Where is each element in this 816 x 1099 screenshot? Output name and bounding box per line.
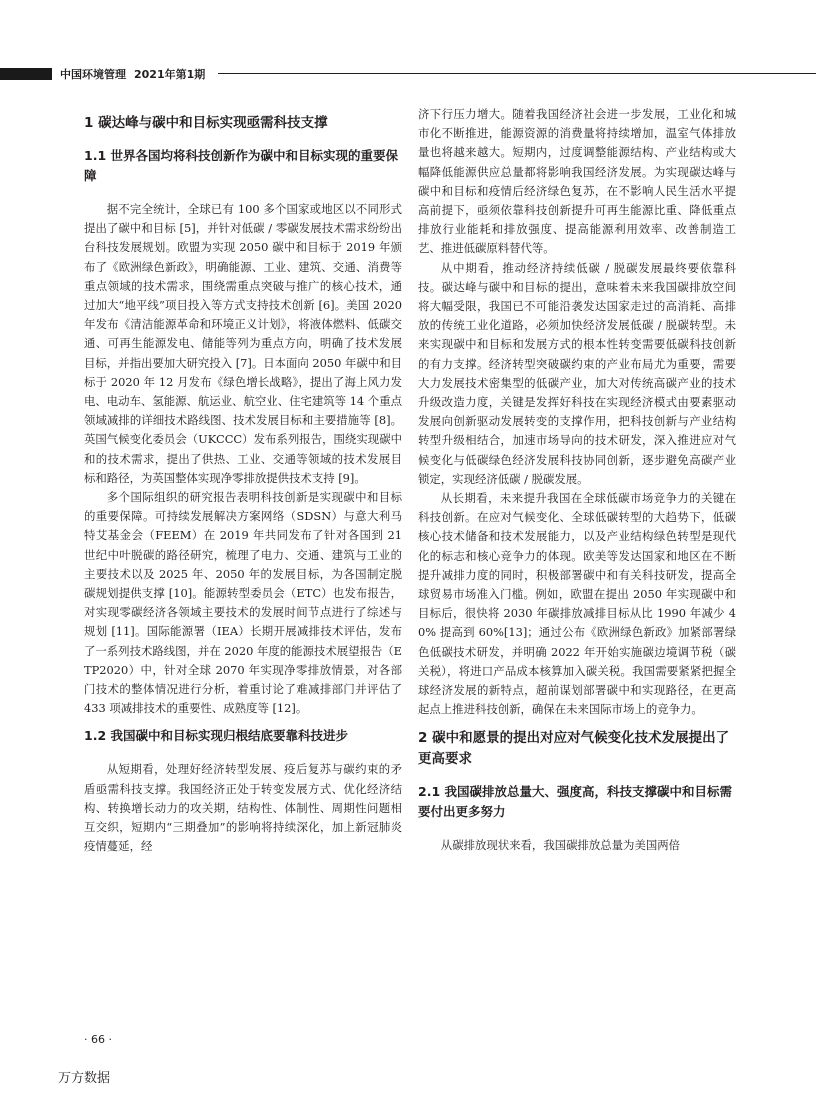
- journal-name: 中国环境管理: [60, 68, 126, 81]
- section-1-2-heading: 1.2 我国碳中和目标实现归根结底要靠科技进步: [84, 728, 348, 744]
- paragraph-continued: 济下行压力增大。随着我国经济社会进一步发展，工业化和城市化不断推进，能源资源的消费量将持续增加，温室气体排放量也将越来越大。短期内，过度调整能源结构、产业结构或大幅降低能源供应总量都将影响我国经济发展。为实现碳达峰与碳中和目标和疫情后经济绿色复苏，在不影响人民生活水平提高前提下，亟须依靠科技创新提升可再生能源比重、降低重点排放行业能耗和排放强度、提高能源利用效率、改善制造工艺、推进低碳原料替代等。: [418, 107, 736, 256]
- right-column: [418, 105, 736, 855]
- paragraph: 从中期看，推动经济持续低碳 / 脱碳发展最终要依靠科技。碳达峰与碳中和目标的提出，意味着未来我国碳排放空间将大幅受限，我国已不可能沿袭发达国家走过的高消耗、高排放的传统工业化道路，必须加快经济发展低碳 / 脱碳转型。未来实现碳中和目标和发展方式的根本性转变需要低碳科技创新的有力支撑。经济转型突破碳约束的产业布局尤为重要，需要大力发展技术密集型的低碳产业，加大对传统高碳产业的技术升级改造力度，关键是发挥好科技在实现经济模式由要素驱动发展向创新驱动发展转变的支撑作用，把科技创新与产业结构转型升级相结合，加速市场导向的技术研发，深入推进应对气候变化与低碳绿色经济发展科技协同创新，逐步避免高碳产业锁定，实现经济低碳 / 脱碳发展。: [418, 260, 736, 486]
- running-header: [60, 66, 205, 82]
- paragraph: 据不完全统计，全球已有 100 多个国家或地区以不同形式提出了碳中和目标 [5]，并针对低碳 / 零碳发展技术需求纷纷出台科技发展规划。欧盟为实现 2050 碳中和目标于 2019 年颁布了《欧洲绿色新政》，明确能源、工业、建筑、交通、消费等重点领域的技术需求，围绕需重点突破与推广的核心技术，通过加大“地平线”项目投入等方式支持技术创新 [6]。美国 2020 年发布《清洁能源革命和环境正义计划》，将液体燃料、低碳交通、可再生能源发电、储能等列为重点方向，明确了技术发展目标，并指出要加大研究投入 [7]。日本面向 2050 年碳中和目标于 2020 年 12 月发布《绿色增长战略》，提出了海上风力发电、电动车、氢能源、航运业、航空业、住宅建筑等 14 个重点领域减排的详细技术路线图、技术发展目标和主要措施等 [8]。英国气候变化委员会（UKCCC）发布系列报告，围绕实现碳中和的技术需求，提出了供热、工业、交通等领域的技术发展目标和路径，为英国整体实现净零排放提供技术支持 [9]。: [84, 202, 402, 485]
- header-bar: [0, 68, 52, 80]
- section-1-heading: 1 碳达峰与碳中和目标实现亟需科技支撑: [84, 115, 328, 131]
- section-2-1-heading: 2.1 我国碳排放总量大、强度高，科技支撑碳中和目标需要付出更多努力: [418, 783, 732, 819]
- paragraph: 从短期看，处理好经济转型发展、疫后复苏与碳约束的矛盾亟需科技支撑。我国经济正处于转变发展方式、优化经济结构、转换增长动力的攻关期，结构性、体制性、周期性问题相互交织，短期内“三期叠加”的影响将持续深化，加上新冠肺炎疫情蔓延，经: [84, 762, 402, 854]
- issue-label: 2021年第1期: [134, 68, 206, 81]
- header-rule: [218, 73, 816, 74]
- paragraph: 多个国际组织的研究报告表明科技创新是实现碳中和目标的重要保障。可持续发展解决方案网络（SDSN）与意大利马特艾基金会（FEEM）在 2019 年共同发布了针对各国到 21 世纪中叶脱碳的路径研究，梳理了电力、交通、建筑与工业的主要技术以及 2025 年、2050 年的发展目标，为各国制定脱碳规划提供支撑 [10]。能源转型委员会（ETC）也发布报告，对实现零碳经济各领域主要技术的发展时间节点进行了综述与规划 [11]。国际能源署（IEA）长期开展减排技术评估，发布了一系列技术路线图，并在 2020 年度的能源技术展望报告（ETP2020）中，针对全球 2070 年实现净零排放情景，对各部门技术的整体情况进行分析，着重讨论了难减排部门并评估了 433 项减排技术的重要性、成熟度等 [12]。: [84, 490, 402, 716]
- paragraph: 从碳排放现状来看，我国碳排放总量为美国两倍: [440, 837, 681, 852]
- page-number: · 66 ·: [84, 1033, 112, 1046]
- watermark-text: 万方数据: [58, 1071, 111, 1086]
- section-1-1-heading: 1.1 世界各国均将科技创新作为碳中和目标实现的重要保障: [84, 148, 398, 183]
- section-2-heading: 2 碳中和愿景的提出对应对气候变化技术发展提出了更高要求: [418, 729, 730, 767]
- paragraph: 从长期看，未来提升我国在全球低碳市场竞争力的关键在科技创新。在应对气候变化、全球低碳转型的大趋势下，低碳核心技术储备和技术发展能力，以及产业结构绿色转型是现代化的标志和核心竞争力的体现。欧美等发达国家和地区在不断提升减排力度的同时，积极部署碳中和有关科技研发，提高全球贸易市场准入门槛。例如，欧盟在提出 2050 年实现碳中和目标后，很快将 2030 年碳排放减排目标从比 1990 年减少 40% 提高到 60%[13]；通过公布《欧洲绿色新政》加紧部署绿色低碳技术研发，并明确 2022 年开始实施碳边境调节税（碳关税），将进口产品成本核算加入碳关税。我国需要紧紧把握全球经济发展的新特点，超前谋划部署碳中和实现路径，在更高起点上推进科技创新，确保在未来国际市场上的竞争力。: [418, 491, 736, 717]
- left-column: [84, 105, 402, 857]
